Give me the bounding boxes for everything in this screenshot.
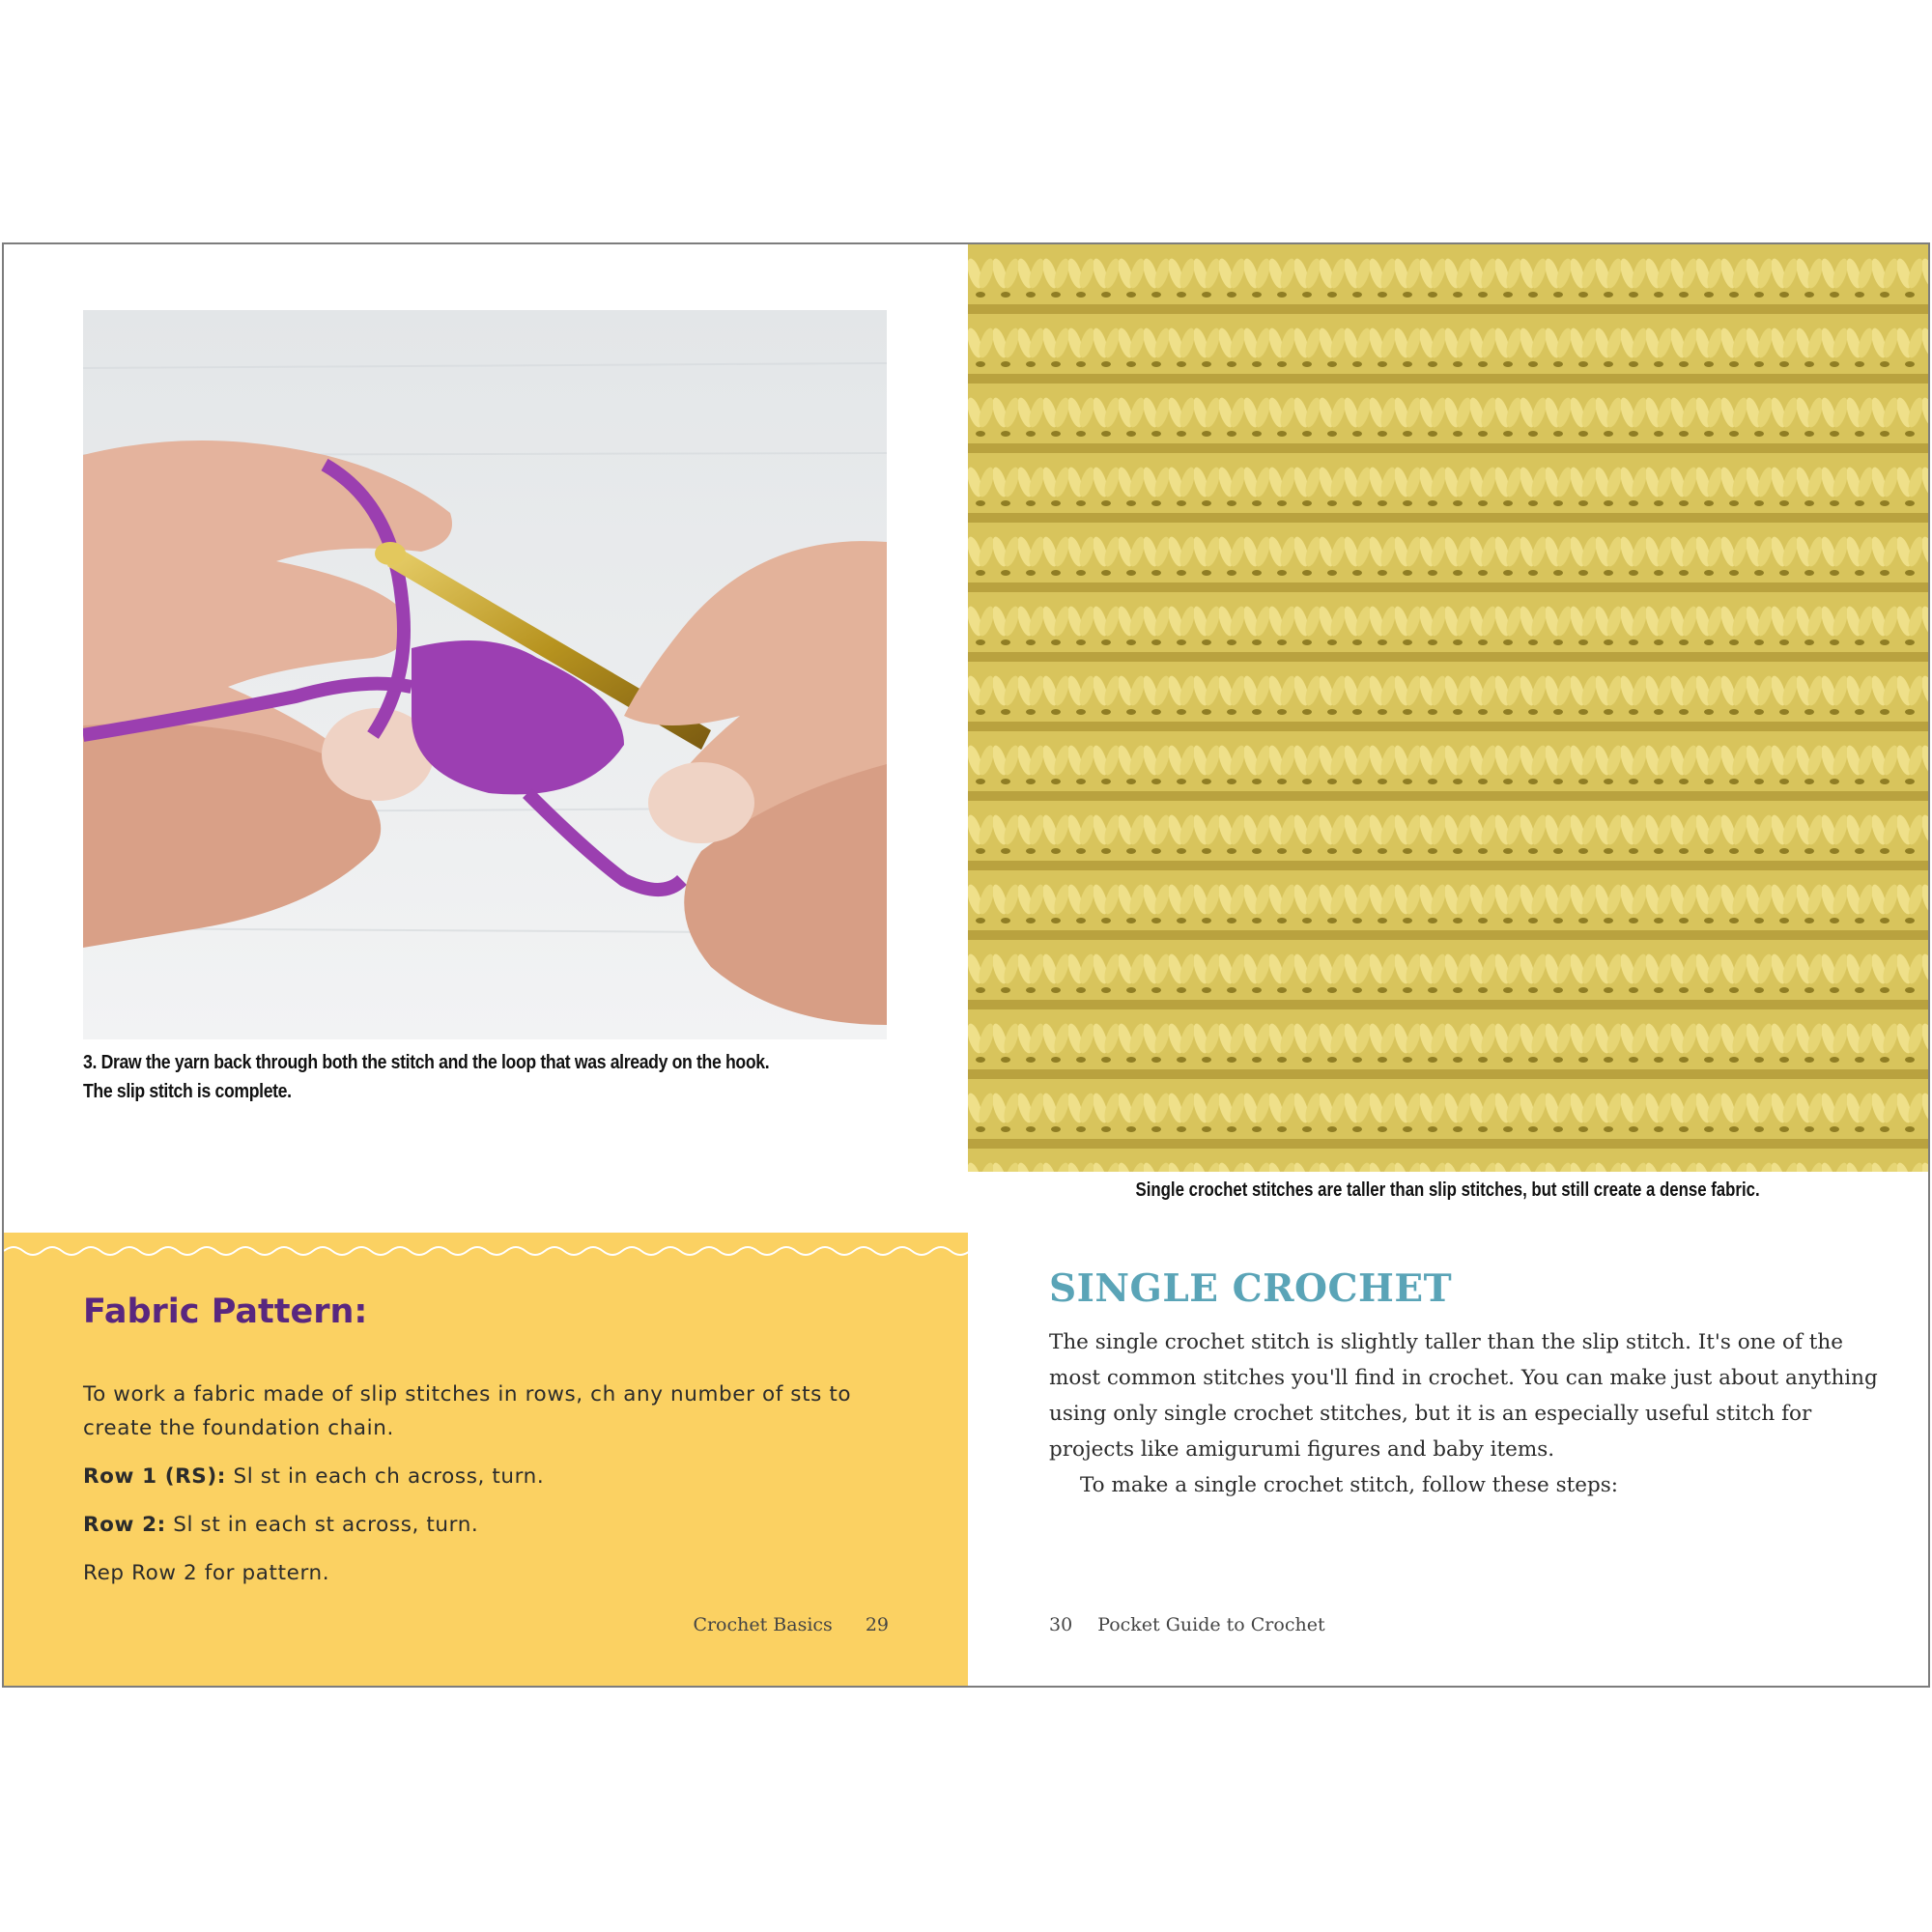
left-folio-section: Crochet Basics (693, 1614, 833, 1635)
hands-crochet-photo (83, 310, 887, 1039)
right-page (968, 244, 1928, 1686)
yellow-fabric-photo (968, 244, 1928, 1172)
pattern-row-2 (83, 1508, 914, 1542)
left-folio (693, 1614, 889, 1635)
left-photo-caption (83, 1048, 798, 1106)
row-2-text: Sl st in each st across, turn. (165, 1513, 479, 1537)
left-page-number: 29 (865, 1614, 889, 1635)
row-1-label: Row 1 (RS): (83, 1464, 227, 1489)
caption-line-1: 3. Draw the yarn back through both the stitch and the loop that was already on the hook. (83, 1051, 770, 1073)
wavy-divider (4, 1240, 968, 1262)
pattern-instructions (83, 1378, 914, 1605)
right-page-number: 30 (1049, 1614, 1073, 1635)
right-photo-caption: Single crochet stitches are taller than slip stitches, but still create a dense fabric. (1135, 1179, 1761, 1201)
caption-line-2: The slip stitch is complete. (83, 1080, 292, 1102)
section-title: SINGLE CROCHET (1049, 1266, 1453, 1311)
pattern-title: Fabric Pattern: (83, 1293, 368, 1331)
pattern-repeat: Rep Row 2 for pattern. (83, 1561, 330, 1585)
book-spread (2, 242, 1930, 1688)
row-2-label: Row 2: (83, 1513, 166, 1537)
fabric-pattern-box (4, 1233, 968, 1686)
pattern-row-1 (83, 1460, 914, 1493)
row-1-text: Sl st in each ch across, turn. (226, 1464, 545, 1489)
body-paragraph-2: To make a single crochet stitch, follow these steps: (1080, 1473, 1619, 1497)
section-body (1049, 1324, 1880, 1503)
pattern-intro: To work a fabric made of slip stitches in rows, ch any number of sts to create the foundation chain. (83, 1382, 852, 1440)
body-paragraph-1: The single crochet stitch is slightly taller than the slip stitch. It's one of the most common stitches you'll find in crochet. You can make just about anything using only single crochet stitches, but it is an especially useful stitch for projects like amigurumi figures and baby items. (1049, 1330, 1878, 1462)
right-folio-title: Pocket Guide to Crochet (1097, 1614, 1325, 1635)
right-folio (1049, 1614, 1325, 1635)
right-photo-caption-wrap (968, 1179, 1928, 1202)
left-page (4, 244, 968, 1686)
